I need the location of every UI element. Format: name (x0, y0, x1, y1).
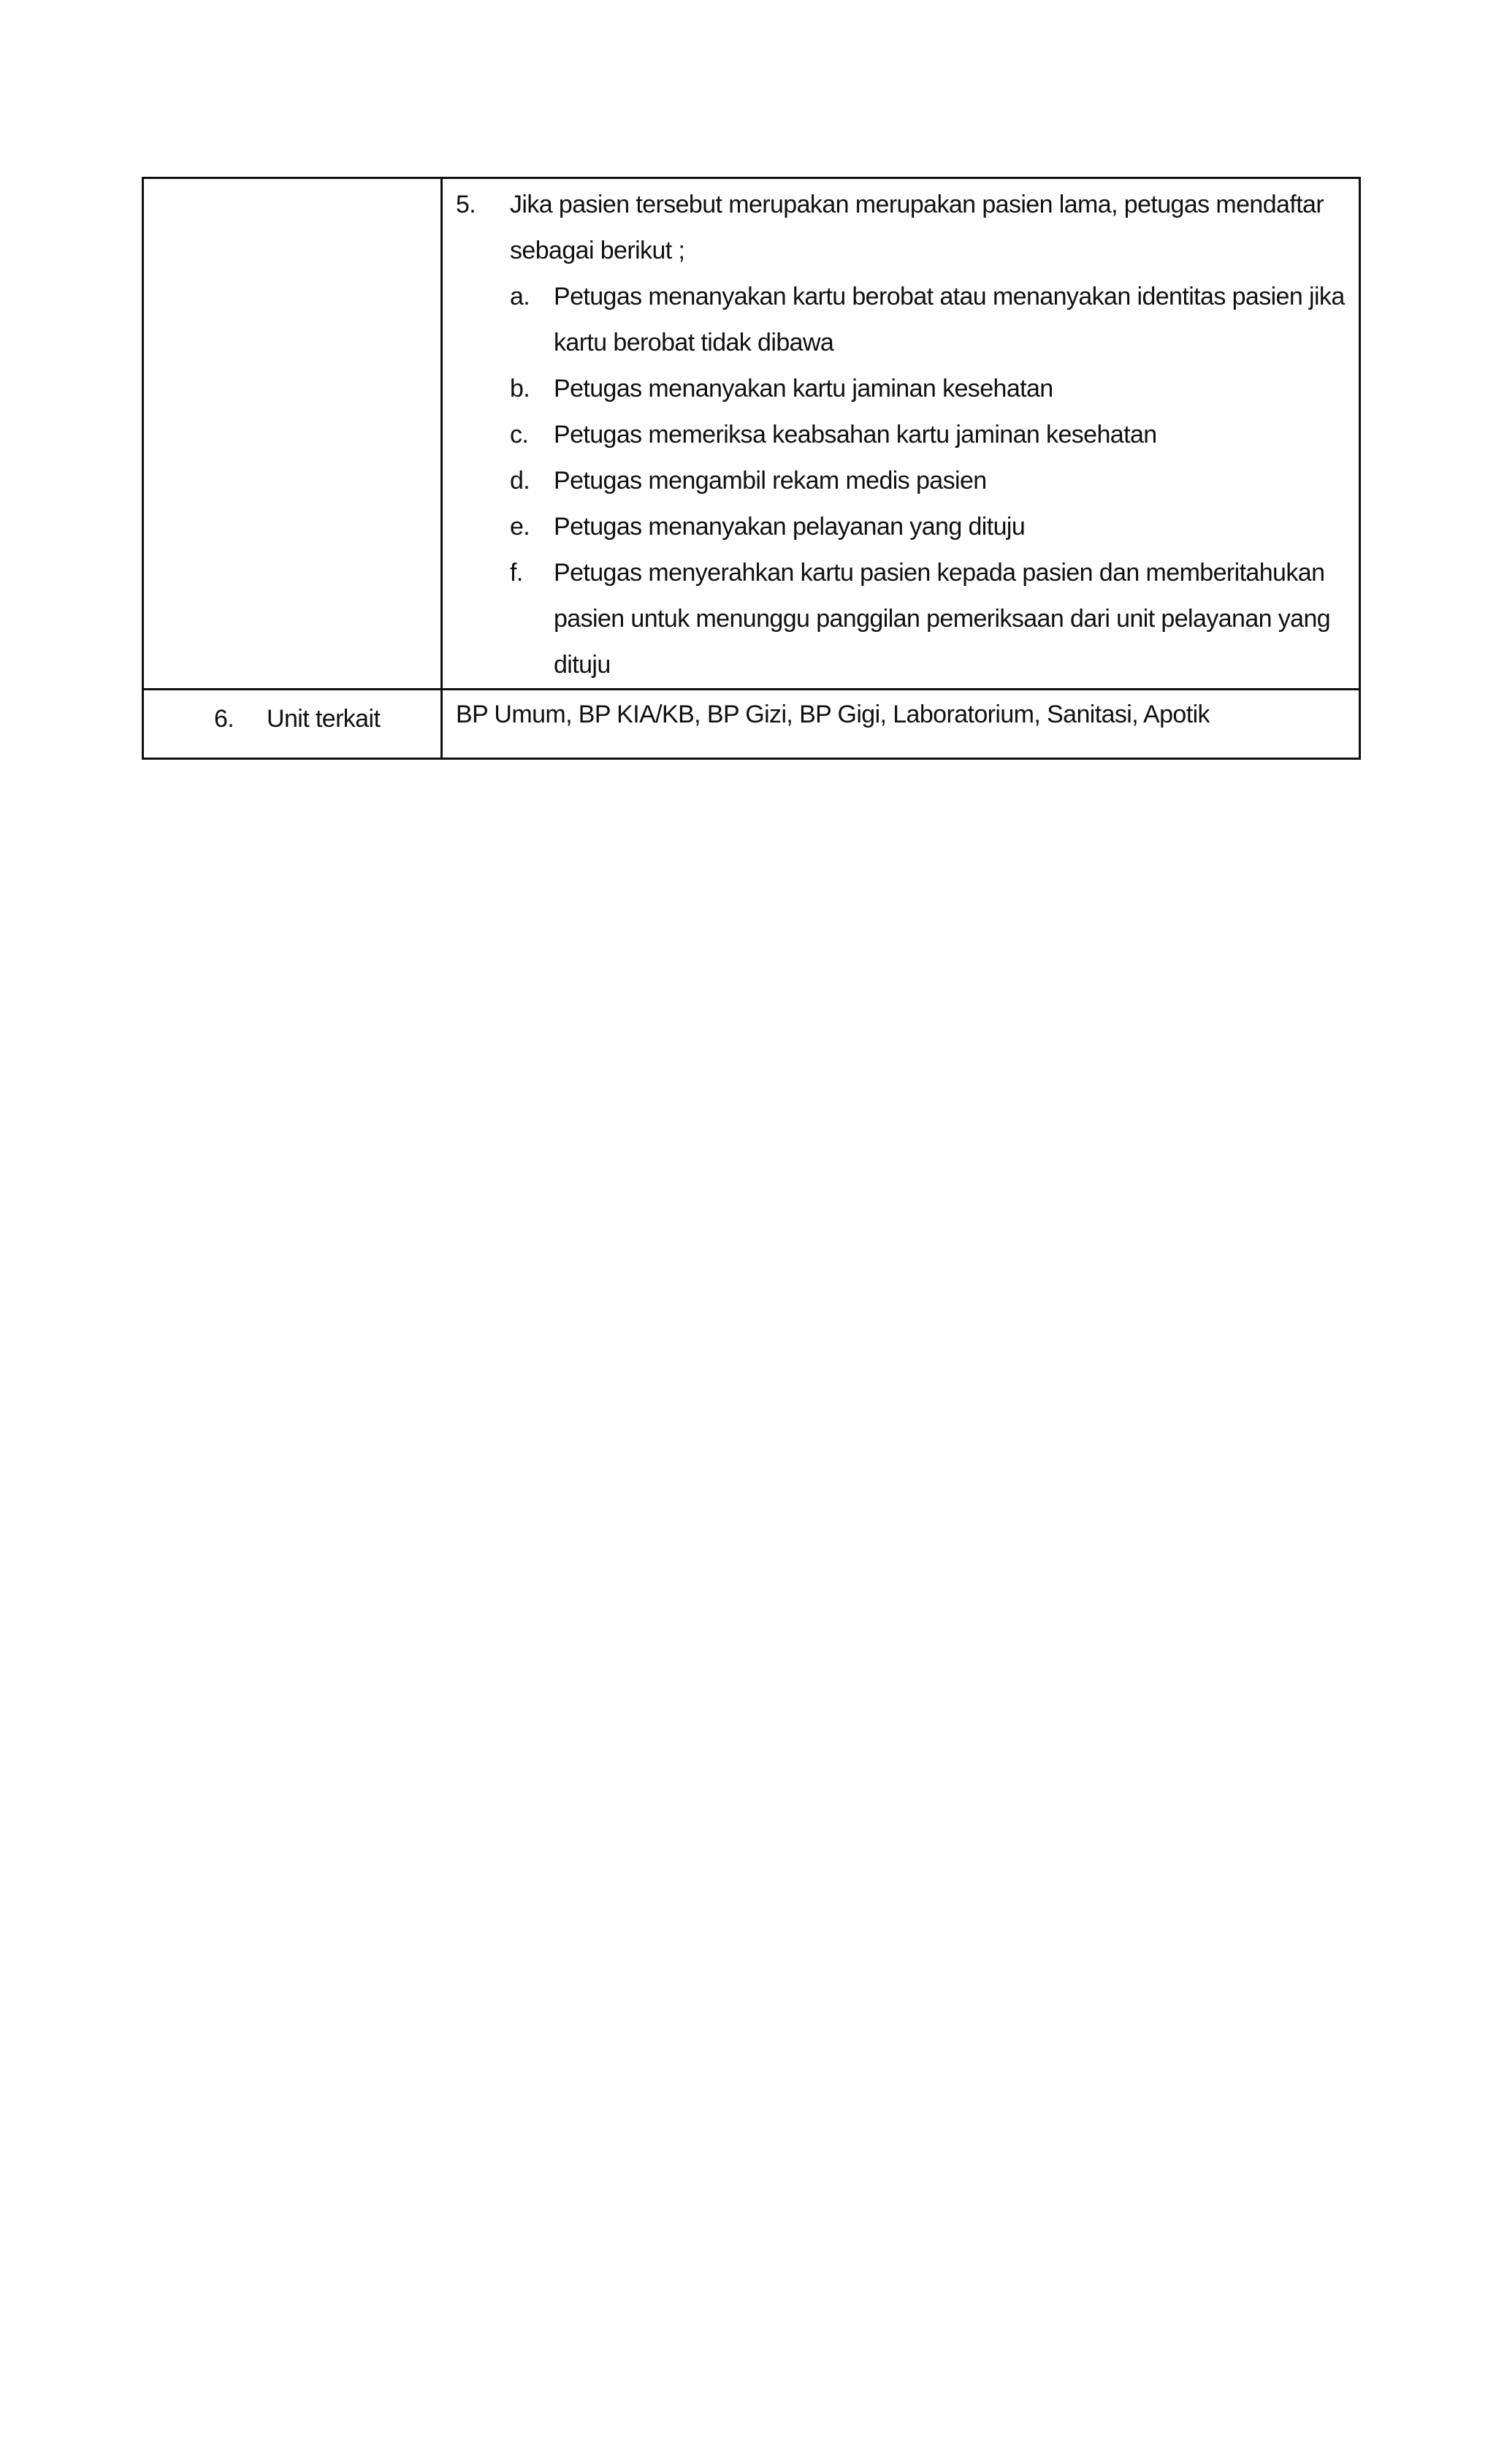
sub-step-letter: d. (510, 467, 530, 495)
sub-step-text: Petugas menyerahkan kartu pasien kepada pasien dan memberitahukan pasien untuk menunggu panggilan pemeriksaan dari unit pelayanan yang dituju (554, 559, 1331, 679)
table-row-unit (143, 690, 1360, 759)
sub-step-text: Petugas menanyakan kartu berobat atau menanyakan identitas pasien jika kartu berobat tidak dibawa (554, 283, 1345, 356)
unit-label-cell (143, 690, 442, 759)
sub-step-letter: a. (510, 283, 530, 310)
list-item (510, 504, 1348, 550)
list-item (510, 412, 1348, 458)
sub-step-text: Petugas menanyakan pelayanan yang dituju (554, 513, 1026, 541)
list-item (510, 458, 1348, 504)
sub-step-letter: c. (510, 421, 529, 449)
row-number: 6. (214, 705, 234, 733)
list-item (510, 550, 1348, 688)
row-label: Unit terkait (267, 705, 381, 733)
sub-step-list (510, 274, 1348, 688)
step-number: 5. (456, 191, 476, 218)
unit-label (144, 690, 440, 733)
procedure-cell (442, 178, 1360, 690)
sub-step-text: Petugas mengambil rekam medis pasien (554, 467, 987, 495)
list-item (510, 366, 1348, 412)
unit-value-cell (442, 690, 1360, 759)
sop-table (142, 177, 1361, 760)
procedure-steps (443, 179, 1359, 688)
step-5 (456, 182, 1348, 274)
unit-list: BP Umum, BP KIA/KB, BP Gizi, BP Gigi, Laboratorium, Sanitasi, Apotik (456, 701, 1210, 728)
sub-step-text: Petugas menanyakan kartu jaminan kesehatan (554, 375, 1053, 403)
sub-step-letter: f. (510, 559, 523, 587)
list-item (510, 274, 1348, 366)
sub-step-letter: b. (510, 375, 530, 403)
sub-step-text: Petugas memeriksa keabsahan kartu jaminan kesehatan (554, 421, 1157, 449)
step-text: Jika pasien tersebut merupakan merupakan pasien lama, petugas mendaftar sebagai berikut ; (510, 191, 1324, 264)
sub-step-letter: e. (510, 513, 530, 541)
table-row-procedure (143, 178, 1360, 690)
empty-label-cell (143, 178, 442, 690)
